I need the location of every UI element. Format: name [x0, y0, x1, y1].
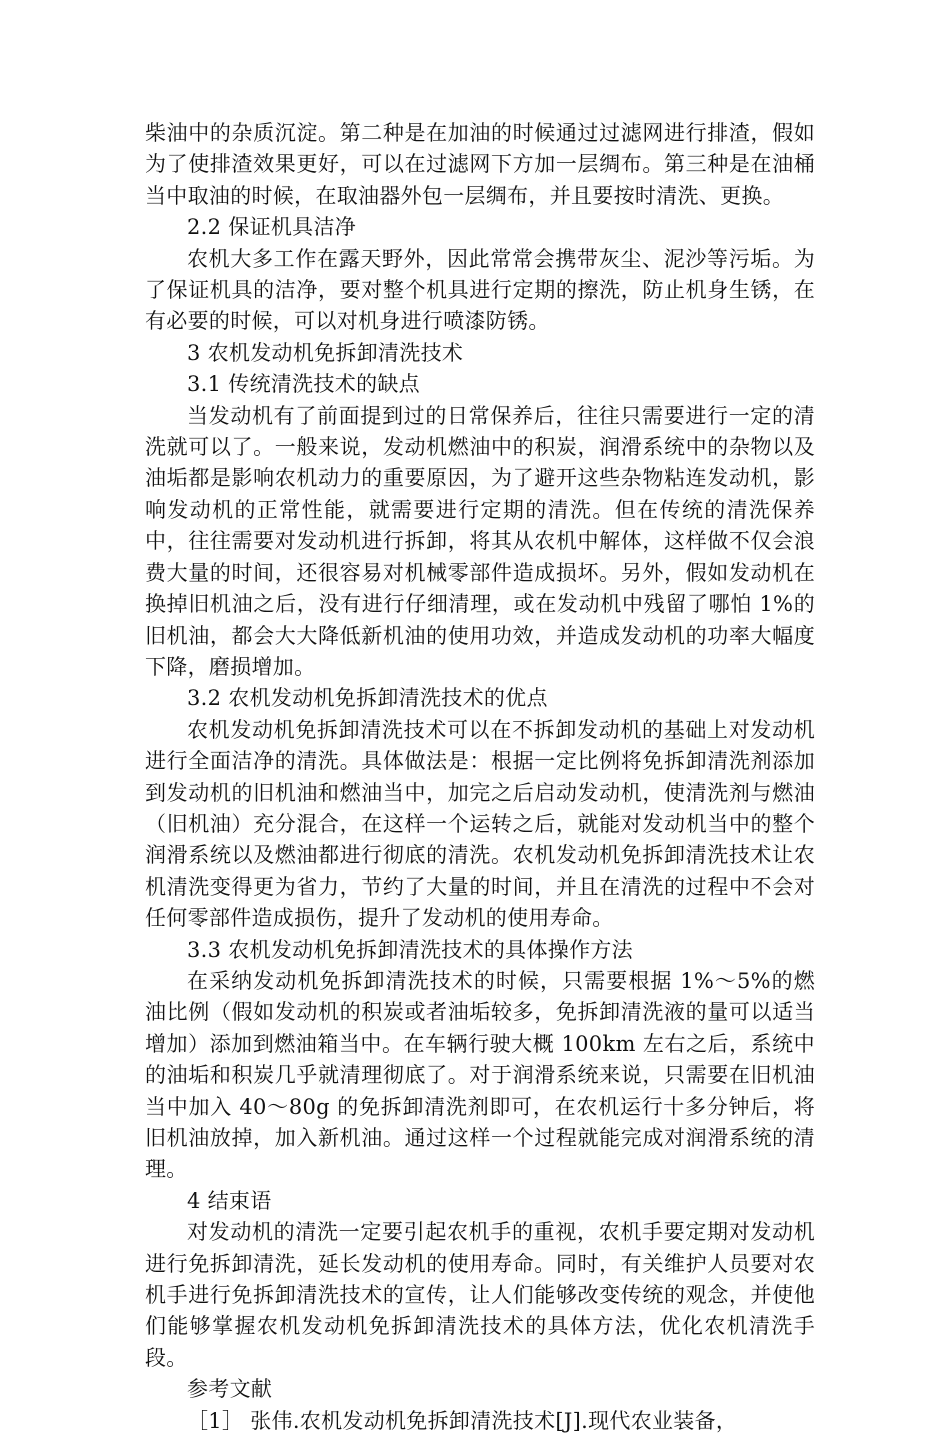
- section-heading-3-1: 3.1 传统清洗技术的缺点: [187, 372, 420, 397]
- section-heading-2-2: 2.2 保证机具洁净: [187, 215, 357, 240]
- section-heading-3-2: 3.2 农机发动机免拆卸清洗技术的优点: [187, 686, 548, 711]
- document-page: [145, 118, 815, 1437]
- body-paragraph: 当发动机有了前面提到过的日常保养后，往往只需要进行一定的清洗就可以了。一般来说，发动机燃油中的积炭，润滑系统中的杂物以及油垢都是影响农机动力的重要原因，为了避开这些杂物粘连发动机，影响发动机的正常性能，就需要进行定期的清洗。但在传统的清洗保养中，往往需要对发动机进行拆卸，将其从农机中解体，这样做不仅会浪费大量的时间，还很容易对机械零部件造成损坏。另外，假如发动机在换掉旧机油之后，没有进行仔细清理，或在发动机中残留了哪怕 1%的旧机油，都会大大降低新机油的使用功效，并造成发动机的功率大幅度下降，磨损增加。: [145, 403, 815, 679]
- body-paragraph: 农机发动机免拆卸清洗技术可以在不拆卸发动机的基础上对发动机进行全面洁净的清洗。具体做法是：根据一定比例将免拆卸清洗剂添加到发动机的旧机油和燃油当中，加完之后启动发动机，使清洗剂与燃油（旧机油）充分混合，在这样一个运转之后，就能对发动机当中的整个润滑系统以及燃油都进行彻底的清洗。农机发动机免拆卸清洗技术让农机清洗变得更为省力，节约了大量的时间，并且在清洗的过程中不会对任何零部件造成损伤，提升了发动机的使用寿命。: [145, 717, 815, 931]
- reference-item: ［1］ 张伟.农机发动机免拆卸清洗技术[J].现代农业装备，: [187, 1408, 738, 1433]
- body-paragraph: 在采纳发动机免拆卸清洗技术的时候，只需要根据 1%～5%的燃油比例（假如发动机的积炭或者油垢较多，免拆卸清洗液的量可以适当增加）添加到燃油箱当中。在车辆行驶大概 100km 左右之后，系统中的油垢和积炭几乎就清理彻底了。对于润滑系统来说，只需要在旧机油当中加入 40～80g 的免拆卸清洗剂即可，在农机运行十多分钟后，将旧机油放掉，加入新机油。通过这样一个过程就能完成对润滑系统的清理。: [145, 968, 815, 1182]
- section-heading-3: 3 农机发动机免拆卸清洗技术: [187, 340, 464, 365]
- section-heading-3-3: 3.3 农机发动机免拆卸清洗技术的具体操作方法: [187, 937, 633, 962]
- references-heading: 参考文献: [187, 1377, 273, 1402]
- section-heading-4: 4 结束语: [187, 1188, 272, 1213]
- continued-paragraph: 柴油中的杂质沉淀。第二种是在加油的时候通过过滤网进行排渣，假如为了使排渣效果更好，可以在过滤网下方加一层绸布。第三种是在油桶当中取油的时候，在取油器外包一层绸布，并且要按时清洗、更换。: [145, 121, 815, 208]
- body-paragraph: 对发动机的清洗一定要引起农机手的重视，农机手要定期对发动机进行免拆卸清洗，延长发动机的使用寿命。同时，有关维护人员要对农机手进行免拆卸清洗技术的宣传，让人们能够改变传统的观念，并使他们能够掌握农机发动机免拆卸清洗技术的具体方法，优化农机清洗手段。: [145, 1220, 815, 1370]
- body-paragraph: 农机大多工作在露天野外，因此常常会携带灰尘、泥沙等污垢。为了保证机具的洁净，要对整个机具进行定期的擦洗，防止机身生锈，在有必要的时候，可以对机身进行喷漆防锈。: [145, 246, 815, 334]
